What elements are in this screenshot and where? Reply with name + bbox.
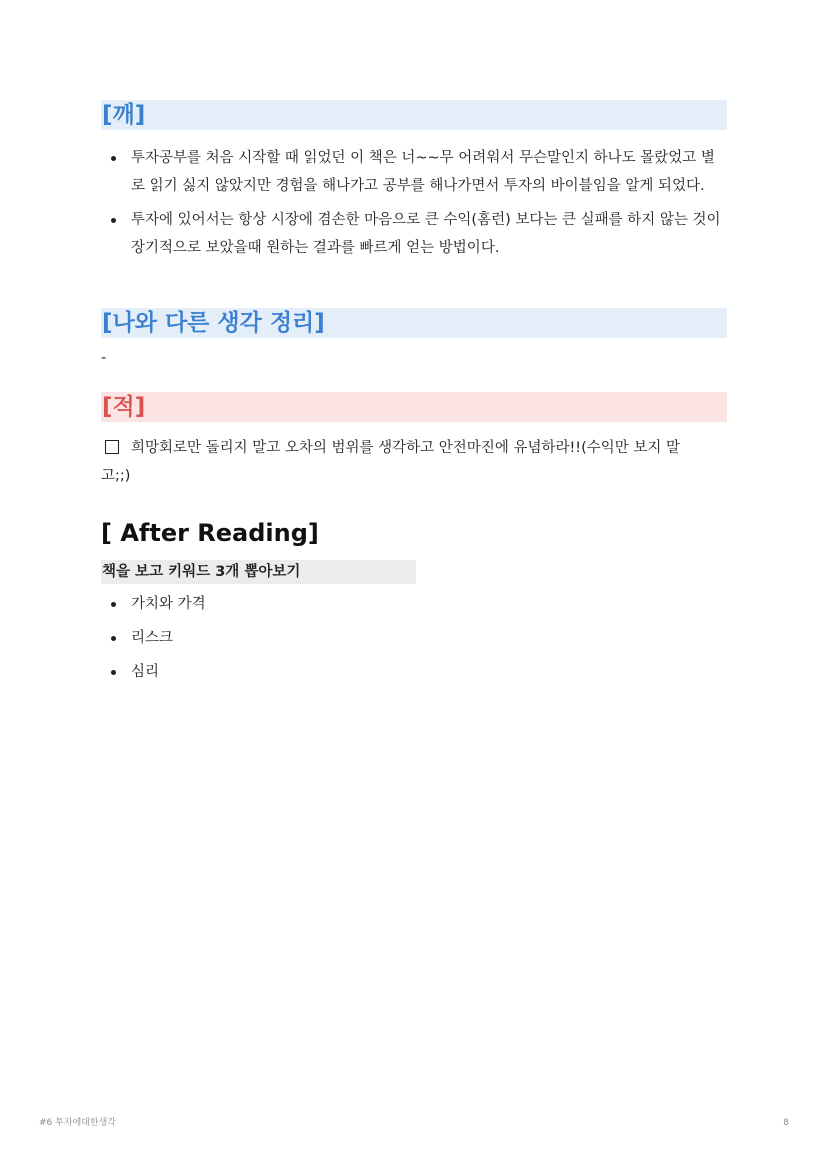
keywords-subheading: 책을 보고 키워드 3개 뽑아보기 [101, 560, 416, 584]
todo-text-line1: 희망회로만 돌리지 말고 오차의 범위를 생각하고 안전마진에 유념하라!!(수익만 보지 말 [131, 440, 681, 456]
section-heading-after-reading: [ After Reading] [101, 519, 319, 547]
bullet-dot-icon [111, 670, 116, 675]
list-item [101, 206, 727, 262]
list-item [101, 144, 727, 200]
document-body [101, 100, 727, 692]
footer-page-number: 8 [783, 1118, 789, 1128]
checkbox-icon[interactable] [105, 440, 119, 454]
list-item-text: 투자에 있어서는 항상 시장에 겸손한 마음으로 큰 수익(홈런) 보다는 큰 실패를 하지 않는 것이 장기적으로 보았을때 원하는 결과를 빠르게 얻는 방법이다. [131, 212, 721, 256]
list-item-text: 투자공부를 처음 시작할 때 읽었던 이 책은 너~~무 어려워서 무슨말인지 하나도 몰랐었고 별로 읽기 싫지 않았지만 경험을 해나가고 공부를 해나가면서 투자의 바이블임을 알게 되었다. [131, 150, 715, 194]
different-body-text: - [101, 350, 107, 366]
todo-text-line2: 고;;) [101, 468, 131, 484]
section-heading-different: [나와 다른 생각 정리] [101, 308, 727, 338]
keyword-list [101, 590, 727, 686]
section-heading-kkae: [깨] [101, 100, 727, 130]
bullet-dot-icon [111, 602, 116, 607]
section-heading-jeok: [적] [101, 392, 727, 422]
bullet-dot-icon [111, 218, 116, 223]
keyword-text: 심리 [131, 664, 160, 680]
kkae-bullet-list [101, 144, 727, 262]
keyword-text: 리스크 [131, 630, 174, 646]
todo-item [101, 434, 727, 490]
bullet-dot-icon [111, 156, 116, 161]
footer-document-title: #6 투자에대한생각 [39, 1118, 116, 1128]
list-item [101, 658, 727, 686]
keyword-text: 가치와 가격 [131, 596, 206, 612]
list-item [101, 624, 727, 652]
bullet-dot-icon [111, 636, 116, 641]
list-item [101, 590, 727, 618]
